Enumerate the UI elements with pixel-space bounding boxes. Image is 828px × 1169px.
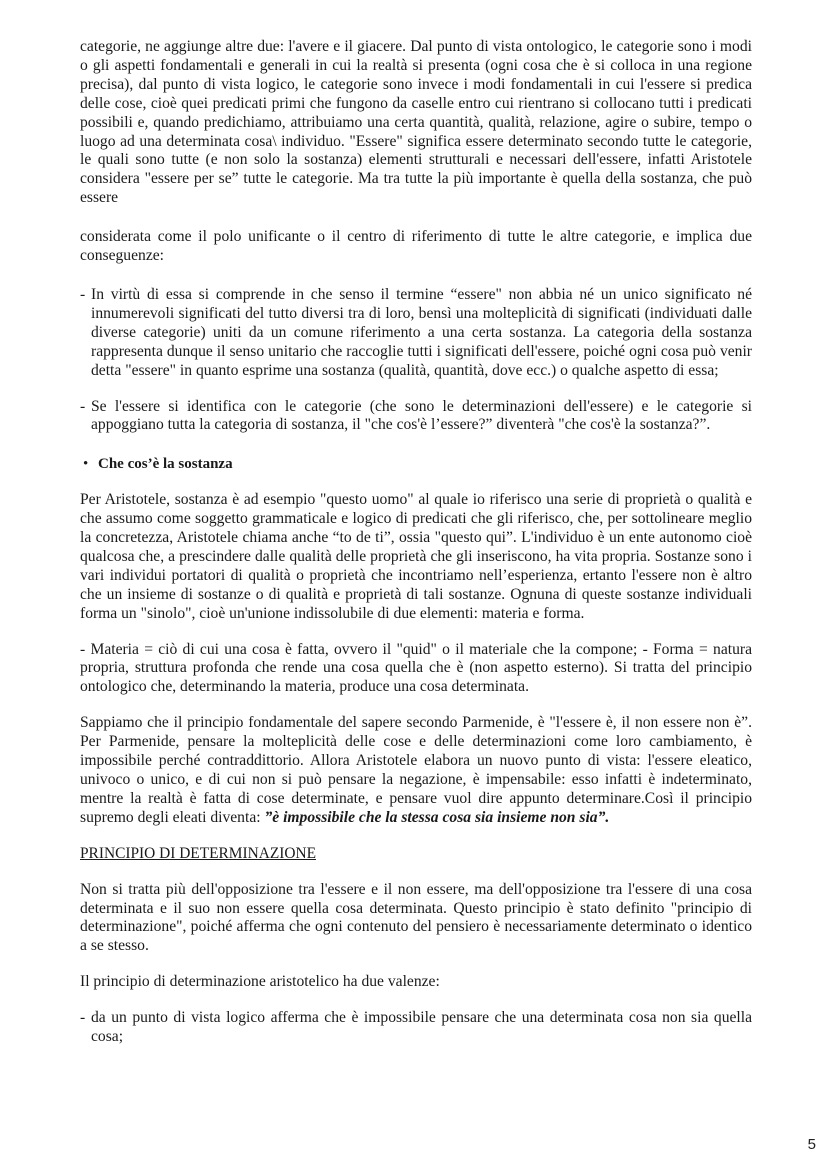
- list-item: [80, 286, 752, 381]
- list-dash: -: [80, 1009, 86, 1027]
- section-heading-substance: [83, 455, 752, 474]
- paragraph-two-valences: Il principio di determinazione aristotelico ha due valenze:: [80, 973, 440, 991]
- paragraph-parmenides-text: Sappiamo che il principio fondamentale del sapere secondo Parmenide, è "l'essere è, il non essere non è”. Per Parmenide, pensare la molteplicità delle cose e delle determinazioni come loro cambiamento, è impossibile perché contraddittorio. Allora Aristotele elabora un nuovo punto di vista: l'essere eleatico, univoco o unico, e di cui non si può pensare la negazione, è impensabile: esso infatti è indeterminato, mentre la realtà è fatta di cose determinate, e pensare vuol dire appunto determinare.Così il principio supremo degli eleati diventa:: [80, 714, 752, 826]
- paragraph-substance-consequences: considerata come il polo unificante o il centro di riferimento di tutte le altre categorie, e implica due conseguenze:: [80, 228, 752, 265]
- paragraph-parmenides: [80, 714, 752, 827]
- bullet-icon: •: [83, 456, 89, 473]
- list-item: [80, 1009, 752, 1047]
- section-heading-determination: PRINCIPIO DI DETERMINAZIONE: [80, 844, 316, 862]
- list-item: [80, 398, 752, 436]
- list-dash: -: [80, 285, 86, 303]
- paragraph-determination-principle: Non si tratta più dell'opposizione tra l'essere e il non essere, ma dell'opposizione tra l'essere di una cosa determinata e il suo non essere quella cosa determinata. Questo principio è stato definito "principio di determinazione", poiché afferma che ogni contenuto del pensiero è necessariamente determinato o identico a se stesso.: [80, 880, 752, 955]
- paragraph-categories: categorie, ne aggiunge altre due: l'avere e il giacere. Dal punto di vista ontologico, le categorie sono i modi o gli aspetti fondamentali e generali in cui la realtà si presenta (ogni cosa che è si colloca in una regione precisa), dal punto di vista logico, le categorie sono invece i modi fondamentali in cui l'essere si predica delle cose, cioè quei predicati primi che fungono da caselle entro cui rientrano si collocano tutti i predicati possibili e, quando predichiamo, attribuiamo una certa quantità, qualità, relazione, agire o subire, tempo o luogo ad una determinata cosa\ individuo. "Essere" significa essere determinato secondo tutte le categorie, le quali sono tutte (e non solo la sostanza) elementi strutturali e necessari dell'essere, infatti Aristotele considera "essere per se” tutte le categorie. Ma tra tutte la più importante è quella della sostanza, che può essere: [80, 38, 752, 207]
- list-item-text: In virtù di essa si comprende in che senso il termine “essere" non abbia né un unico significato né innumerevoli significati del tutto diversi tra di loro, bensì una molteplicità di significati (individuati dalle diverse categorie) uniti da un comune riferimento a una certa sostanza. La categoria della sostanza rappresenta dunque il senso unitario che raccoglie tutti i significati dell'essere, poiché ogni cosa può venir detta "essere" in quanto esprime una sostanza (qualità, quantità, dove ecc.) o qualche aspetto di essa;: [91, 285, 752, 379]
- section-heading-text: Che cos’è la sostanza: [98, 456, 233, 473]
- paragraph-matter-form: - Materia = ciò di cui una cosa è fatta, ovvero il "quid" o il materiale che la compone; - Forma = natura propria, struttura profonda che rende una cosa quella che è (non aspetto esterno). Si tratta del principio ontologico che, determinando la materia, produce una cosa determinata.: [80, 640, 752, 696]
- list-item-text: Se l'essere si identifica con le categorie (che sono le determinazioni dell'essere) e le categorie si appoggiano tutta la categoria di sostanza, il "che cos'è l’essere?” diventerà "che cos'è la sostanza?”.: [91, 397, 752, 434]
- paragraph-substance-definition: Per Aristotele, sostanza è ad esempio "questo uomo" al quale io riferisco una serie di proprietà o qualità e che assumo come soggetto grammaticale e logico di predicati che gli riferisco, che, per sottolineare meglio la concretezza, Aristotele chiama anche “to de ti”, ossia "questo qui”. L'individuo è un ente autonomo cioè qualcosa che, a prescindere dalle qualità delle proprietà che gli inseriscono, ha vita propria. Sostanze sono i vari individui portatori di qualità o proprietà che incontriamo nell’esperienza, ertanto l'essere non è altro che un insieme di sostanze o di qualità e proprietà di tali sostanze. Ognuna di queste sostanze individuali forma un "sinolo", cioè un'unione indissolubile di due elementi: materia e forma.: [80, 491, 752, 622]
- page-number: 5: [807, 1136, 816, 1153]
- list-valences: [80, 1009, 752, 1047]
- list-item-text: da un punto di vista logico afferma che è impossibile pensare che una determinata cosa non sia quella cosa;: [91, 1009, 752, 1046]
- principle-quote: ”è impossibile che la stessa cosa sia insieme non sia”.: [264, 808, 610, 826]
- document-page: [80, 38, 752, 1047]
- list-dash: -: [80, 397, 86, 415]
- list-consequences: [80, 286, 752, 435]
